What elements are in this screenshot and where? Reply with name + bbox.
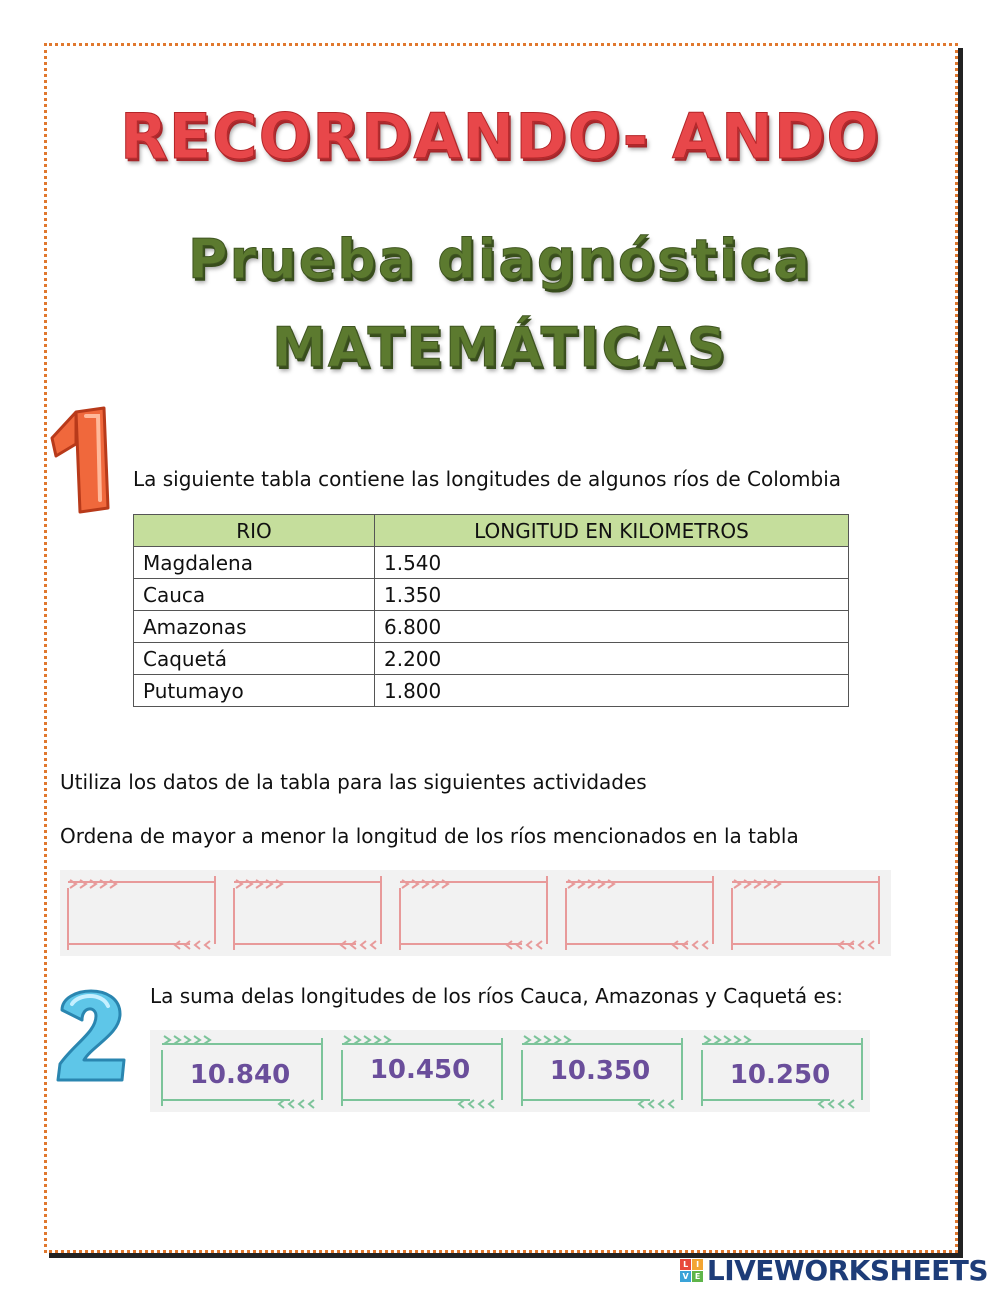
option-value: 10.450 [369, 1055, 471, 1085]
table-row [134, 675, 849, 707]
river-name: Cauca [134, 579, 375, 611]
page-subtitle: Prueba diagnóstica [188, 228, 812, 291]
order-answer-box[interactable] [226, 870, 392, 956]
option-button[interactable] [150, 1030, 330, 1112]
liveworksheets-logo [680, 1254, 988, 1287]
river-length: 6.800 [375, 611, 849, 643]
river-name: Putumayo [134, 675, 375, 707]
river-name: Caquetá [134, 643, 375, 675]
option-button[interactable] [690, 1030, 870, 1112]
option-value: 10.840 [189, 1060, 291, 1090]
river-length: 1.800 [375, 675, 849, 707]
order-answer-box[interactable] [392, 870, 558, 956]
river-name: Amazonas [134, 611, 375, 643]
instruction-order: Ordena de mayor a menor la longitud de los ríos mencionados en la tabla [60, 824, 799, 848]
logo-text: LIVEWORKSHEETS [706, 1254, 988, 1287]
table-row [134, 547, 849, 579]
option-button[interactable] [510, 1030, 690, 1112]
page-title: RECORDANDO- ANDO [119, 100, 881, 173]
order-answer-box[interactable] [724, 870, 890, 956]
option-button[interactable] [330, 1030, 510, 1112]
table-row [134, 579, 849, 611]
number-one-icon [46, 404, 118, 520]
instruction-use-data: Utiliza los datos de la tabla para las siguientes actividades [60, 770, 647, 794]
order-answer-box[interactable] [60, 870, 226, 956]
table-row [134, 643, 849, 675]
table-header-longitud: LONGITUD EN KILOMETROS [375, 515, 849, 547]
page-subject: MATEMÁTICAS [272, 316, 728, 379]
question1-intro: La siguiente tabla contiene las longitudes de algunos ríos de Colombia [133, 467, 842, 491]
river-length: 1.350 [375, 579, 849, 611]
number-two-icon [52, 980, 130, 1086]
table-row [134, 611, 849, 643]
logo-mark-icon: L I V E [680, 1259, 703, 1282]
order-answer-box[interactable] [558, 870, 724, 956]
option-value: 10.250 [729, 1060, 831, 1090]
order-answer-row [60, 870, 891, 956]
river-length: 1.540 [375, 547, 849, 579]
option-value: 10.350 [549, 1056, 651, 1086]
question2-prompt: La suma delas longitudes de los ríos Cauca, Amazonas y Caquetá es: [150, 984, 844, 1008]
river-length: 2.200 [375, 643, 849, 675]
table-header-rio: RIO [134, 515, 375, 547]
river-name: Magdalena [134, 547, 375, 579]
rivers-table [133, 514, 849, 707]
sum-options-row [150, 1030, 870, 1112]
